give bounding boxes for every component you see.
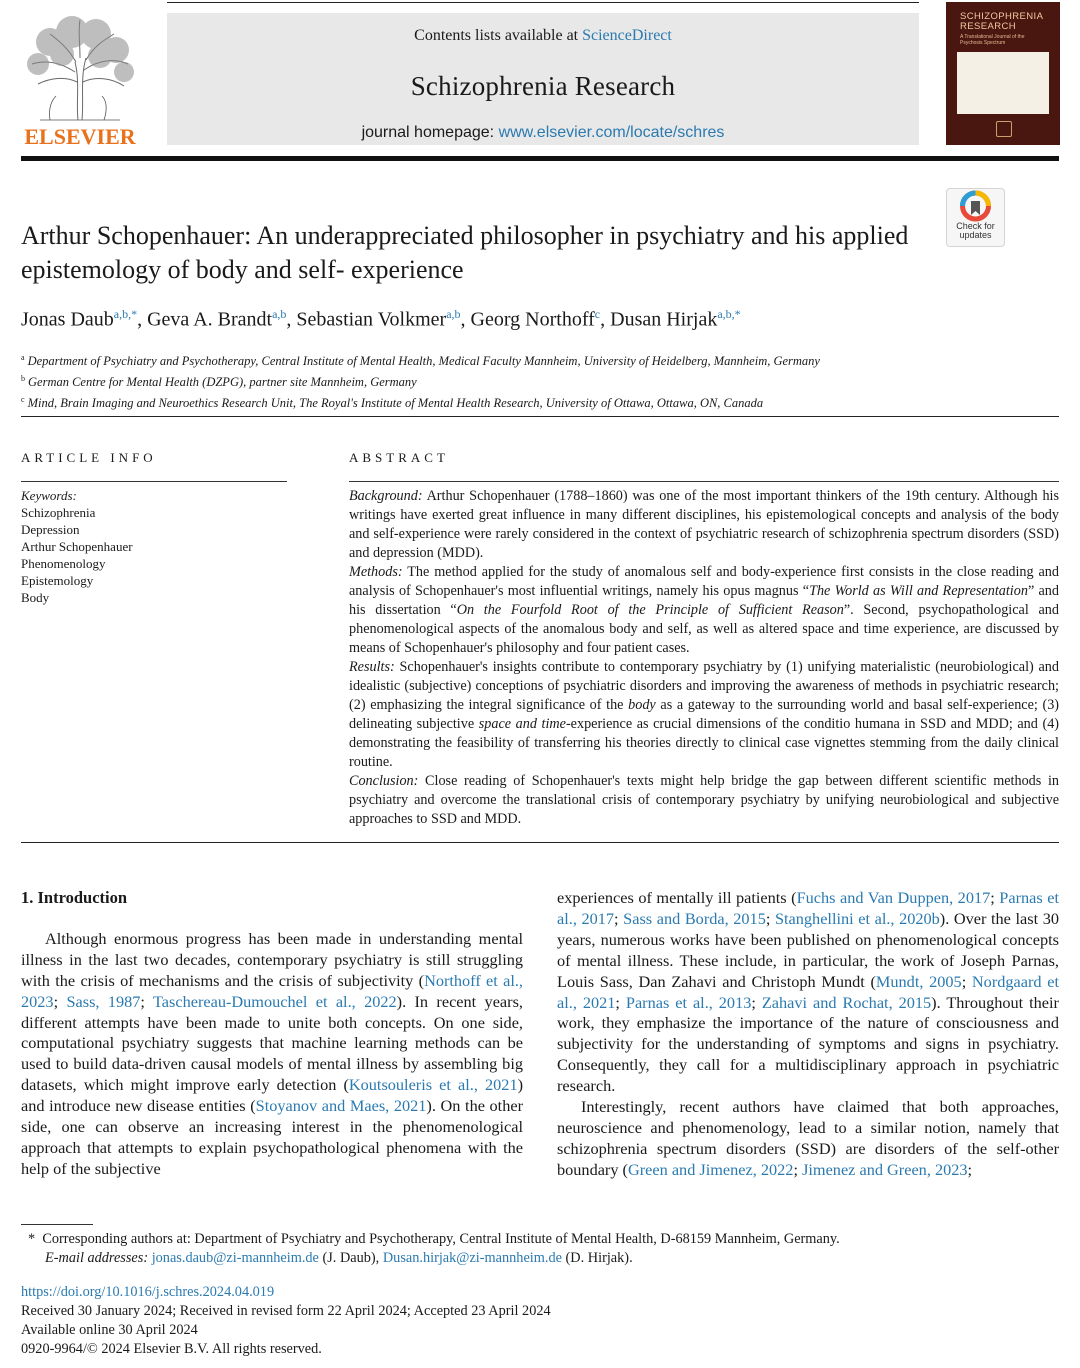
- keyword-item: Epistemology: [21, 573, 94, 588]
- header-top-rule: [167, 2, 919, 3]
- article-title: Arthur Schopenhauer: An underappreciated philosopher in psychiatry and his applied epistemology of body and self- experience: [21, 221, 909, 284]
- crossmark-label-line2: updates: [959, 230, 992, 240]
- body-text: ;: [615, 992, 626, 1012]
- abstract-rule: [349, 481, 1059, 482]
- methods-text: The method applied for the study of anomalous self and body-experience first consists in the close reading and analysis of Schopenhauer's most influential writings, namely his opus magnus “: [349, 564, 1059, 599]
- keyword-item: Schizophrenia: [21, 505, 96, 520]
- crossmark-label: [947, 222, 1004, 240]
- methods-text: ”. Second, psychopathological and phenomenological aspects of the anomalous body and self, as well as altered space and time experience, are discussed by means of Schopenhauer's philosophy and four patient cases.: [349, 602, 1059, 656]
- email-owner: (J. Daub),: [322, 1250, 380, 1266]
- author-affil-mark[interactable]: a,b: [272, 307, 287, 321]
- affiliation-item: [21, 370, 820, 391]
- copyright-line: 0920-9964/© 2024 Elsevier B.V. All rights reserved.: [21, 1341, 322, 1357]
- affiliation-item: [21, 391, 820, 412]
- check-for-updates-button[interactable]: [946, 188, 1005, 247]
- abstract-heading: ABSTRACT: [349, 450, 449, 465]
- citation-link[interactable]: Nordgaard et al., 2021: [557, 971, 1059, 1012]
- body-column-right: [557, 888, 1059, 1181]
- citation-link[interactable]: Fuchs and Van Duppen, 2017: [796, 888, 991, 907]
- methods-text: ” and his dissertation “: [349, 583, 1059, 618]
- received-dates: Received 30 January 2024; Received in revised form 22 April 2024; Accepted 23 April 2024: [21, 1303, 551, 1319]
- affiliation-mark: b: [21, 374, 25, 384]
- online-date: Available online 30 April 2024: [21, 1322, 198, 1338]
- conclusion-text: Close reading of Schopenhauer's texts might help bridge the gap between different scientific methods in psychiatry and overcome the translational crisis of contemporary psychiatry by unifying neurobiological and subjective approaches to SSD and MDD.: [349, 773, 1060, 827]
- cover-subtitle-line1: A Translational Journal of the: [960, 34, 1025, 40]
- body-text: ;: [961, 971, 972, 991]
- author-name[interactable]: Dusan Hirjak: [610, 308, 718, 331]
- affiliation-text: German Centre for Mental Health (DZPG), partner site Mannheim, Germany: [28, 375, 417, 390]
- background-label: Background:: [349, 488, 423, 504]
- footnote-mark: *: [28, 1231, 36, 1247]
- homepage-prefix: journal homepage:: [361, 124, 495, 141]
- abstract-divider: [21, 842, 1059, 843]
- journal-header: [167, 13, 919, 145]
- keyword-item: Depression: [21, 522, 80, 537]
- body-column-left: [21, 888, 523, 1180]
- methods-label: Methods:: [349, 564, 403, 580]
- affiliation-text: Mind, Brain Imaging and Neuroethics Research Unit, The Royal's Institute of Mental Health Research, University of Ottawa, Ottawa, ON, Canada: [27, 396, 764, 411]
- background-text: Arthur Schopenhauer (1788–1860) was one of the most important thinkers of the 19th century. Although his writings have exerted great influence in many different disciplines, his epistemological concepts and analysis of the body and self-experience were rarely considered in the context of psychiatric research of schizophrenia spectrum disorders (SSD) and depression (MDD).: [349, 488, 1059, 561]
- email-link[interactable]: jonas.daub@zi-mannheim.de: [151, 1250, 319, 1266]
- author-name[interactable]: Geva A. Brandt: [147, 308, 273, 331]
- methods-work-title: On the Fourfold Root of the Principle of Sufficient Reason: [456, 602, 844, 618]
- title-divider: [21, 416, 1059, 417]
- footnote-line-2: [28, 1249, 840, 1268]
- citation-link[interactable]: Parnas et al., 2017: [557, 888, 1059, 928]
- results-text: as a gateway to the surrounding world and basal self-experience; (3) delineating subjective: [349, 697, 1060, 732]
- affiliations: [21, 349, 820, 412]
- author-affil-mark[interactable]: c: [594, 307, 601, 321]
- email-label: E-mail addresses:: [45, 1250, 149, 1266]
- author-name[interactable]: Sebastian Volkmer: [296, 308, 447, 331]
- elsevier-tree-icon: [20, 12, 140, 152]
- email-link[interactable]: Dusan.hirjak@zi-mannheim.de: [382, 1250, 562, 1266]
- results-emphasis: body: [628, 697, 656, 713]
- body-text: Although enormous progress has been made in understanding mental illness in the last two decades, contemporary psychiatry is still struggling with the crisis of mechanisms and the crisis of subjectivity (: [21, 928, 523, 990]
- sciencedirect-link[interactable]: ScienceDirect: [582, 27, 672, 44]
- abstract-conclusion: [349, 772, 1059, 829]
- crossmark-icon: [947, 189, 1004, 223]
- results-text: -experience as crucial dimensions of the conditio humana in SSD and MDD; and (4) demonstrating the feasibility of transferring his theories directly to clinical case vignettes stemming from the daily clinical routine.: [349, 716, 1060, 770]
- footnote-rule: [21, 1224, 93, 1225]
- author-affil-mark[interactable]: a,b,*: [717, 307, 741, 321]
- citation-link[interactable]: Green and Jimenez, 2022: [627, 1159, 794, 1179]
- header-bottom-rule: [21, 156, 1059, 161]
- journal-cover-thumbnail[interactable]: [946, 2, 1060, 145]
- results-emphasis: space and time: [478, 716, 566, 732]
- keyword-item: Arthur Schopenhauer: [21, 539, 133, 554]
- author-list: Jonas Daub$^{a,b,*}$, Geva A. Brandt$^{a,b}$, Sebastian Volkmer$^{a,b}$, Georg Northoff$^c$, Dusan Hirjak$^{a,b,*}$: [21, 307, 741, 331]
- contents-line: [167, 27, 919, 45]
- affiliation-item: [21, 349, 820, 370]
- cover-title-line2: RESEARCH: [960, 21, 1016, 32]
- keyword-item: Phenomenology: [21, 556, 106, 571]
- affiliation-text: Department of Psychiatry and Psychotherapy, Central Institute of Mental Health, Medical Faculty Mannheim, University of Heidelberg, Mannheim, Germany: [27, 354, 820, 369]
- article-info-heading: ARTICLE INFO: [21, 450, 157, 465]
- body-text: ) and introduce new disease entities (: [21, 1075, 524, 1116]
- affiliation-mark: c: [21, 395, 25, 405]
- body-text: experiences of mentally ill patients (: [557, 888, 797, 907]
- intro-paragraph-2: [557, 1097, 1059, 1181]
- crossmark-label-line1: Check for: [956, 221, 995, 231]
- journal-name[interactable]: Schizophrenia Research: [410, 71, 676, 101]
- cover-panel: [957, 52, 1049, 114]
- body-text: ;: [751, 992, 762, 1012]
- contents-prefix: Contents lists available at: [414, 27, 579, 44]
- intro-paragraph-1: [21, 929, 523, 1180]
- publication-info: [21, 1283, 551, 1359]
- footnote-line-1: [28, 1230, 840, 1249]
- body-text: ;: [53, 991, 67, 1011]
- section-heading-introduction: 1. Introduction: [21, 888, 128, 907]
- body-text: ). Throughout their work, they emphasize the importance of the nature of consciousness and subjectivity for the understanding of symptoms and signs in psychiatry. Consequently, they call for a multidisciplinary approach in psychiatric research.: [557, 992, 1059, 1096]
- body-text: ;: [765, 908, 775, 928]
- abstract-results: [349, 658, 1059, 772]
- intro-paragraph-1-continued: [557, 888, 1059, 1097]
- keyword-item: Body: [21, 590, 50, 605]
- citation-link[interactable]: Jimenez and Green, 2023: [802, 1159, 968, 1179]
- citation-link[interactable]: Stoyanov and Maes, 2021: [255, 1096, 427, 1116]
- article-info-rule: [21, 481, 287, 482]
- author-affil-mark[interactable]: a,b: [446, 307, 461, 321]
- body-text: ;: [614, 908, 624, 928]
- cover-emblem-icon: [996, 121, 1012, 137]
- citation-link[interactable]: Mundt, 2005: [875, 971, 962, 991]
- citation-link[interactable]: Taschereau-Dumouchel et al., 2022: [153, 991, 397, 1011]
- body-text: ). On the other side, one can observe an increasing interest in the phenomenological approach that attempts to explain psychopathological phenomena with the help of the subjective: [21, 1096, 523, 1178]
- author-name[interactable]: Jonas Daub: [21, 308, 114, 331]
- results-label: Results:: [349, 659, 395, 675]
- body-text: Interestingly, recent authors have claimed that both approaches, neuroscience and phenomenology, lead to a similar notion, namely that schizophrenia spectrum disorders (SSD) are disorders of the self-other boundary (: [557, 1097, 1059, 1179]
- cover-title-line1: SCHIZOPHRENIA: [960, 11, 1044, 22]
- homepage-line: [167, 124, 919, 142]
- results-text: Schopenhauer's insights contribute to contemporary psychiatry by (1) unifying materialistic (neurobiological) and idealistic (subjective) conceptions of psychiatric disorders and improving the awareness of methods in psychiatric research; (2) emphasizing the integral significance of the: [349, 659, 1059, 713]
- cover-subtitle-line2: Psychosis Spectrum: [960, 40, 1006, 46]
- body-text: ;: [793, 1159, 803, 1179]
- conclusion-label: Conclusion:: [349, 773, 419, 789]
- abstract-body: [349, 487, 1059, 829]
- citation-link[interactable]: Northoff et al., 2023: [21, 970, 523, 1011]
- citation-link[interactable]: Sass, 1987: [66, 991, 141, 1011]
- body-text: ;: [967, 1159, 973, 1179]
- cover-title: [960, 12, 1043, 32]
- corresponding-author-footnote: [28, 1230, 840, 1268]
- keywords-block: [21, 487, 133, 606]
- email-owner: (D. Hirjak).: [565, 1250, 633, 1266]
- body-text: ). Over the last 30 years, numerous works have been published on phenomenological concepts of mental illness. These include, in particular, the work of Joseph Parnas, Louis Sass, Dan Zahavi and Christoph Mundt (: [557, 908, 1059, 991]
- citation-link[interactable]: Sass and Borda, 2015: [623, 908, 766, 928]
- body-text: ). In recent years, different attempts have been made to unite both concepts. On one side, computational psychiatry suggests that machine learning methods can be used to build data-driven causal models of mental illness by assembling big datasets, which might improve early detection (: [21, 991, 523, 1095]
- author-affil-mark[interactable]: a,b,*: [113, 307, 138, 321]
- citation-link[interactable]: Zahavi and Rochat, 2015: [761, 992, 932, 1012]
- methods-work-title: The World as Will and Representation: [809, 583, 1028, 599]
- doi-link[interactable]: https://doi.org/10.1016/j.schres.2024.04.019: [21, 1284, 275, 1300]
- affiliation-mark: a: [21, 353, 25, 362]
- body-text: ;: [990, 888, 1000, 907]
- homepage-link[interactable]: www.elsevier.com/locate/schres: [498, 124, 725, 141]
- cover-subtitle: [960, 34, 1025, 46]
- abstract-background: [349, 487, 1059, 563]
- citation-link[interactable]: Stanghellini et al., 2020b: [774, 908, 940, 928]
- footnote-text: Corresponding authors at: Department of Psychiatry and Psychotherapy, Central Institute of Mental Health, D-68159 Mannheim, Germany.: [42, 1231, 840, 1247]
- elsevier-wordmark: ELSEVIER: [24, 124, 136, 149]
- elsevier-logo[interactable]: [20, 12, 140, 152]
- abstract-methods: [349, 563, 1059, 658]
- body-text: ;: [140, 991, 153, 1011]
- citation-link[interactable]: Koutsouleris et al., 2021: [348, 1075, 518, 1095]
- keywords-label: Keywords:: [21, 488, 77, 503]
- author-name[interactable]: Georg Northoff: [470, 308, 595, 331]
- citation-link[interactable]: Parnas et al., 2013: [625, 992, 752, 1012]
